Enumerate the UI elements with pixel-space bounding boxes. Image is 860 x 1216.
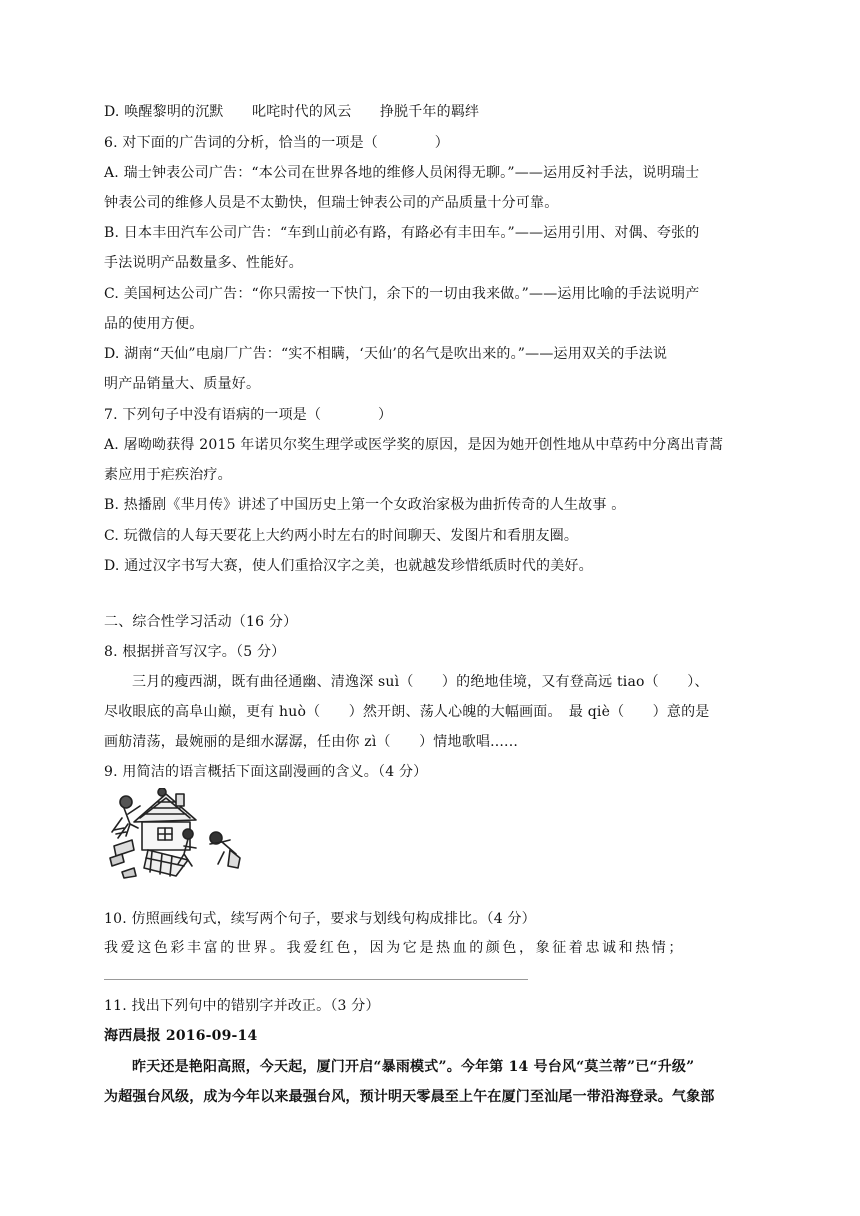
q5-option-d: D. 唤醒黎明的沉默 叱咤时代的风云 挣脱千年的羁绊 (104, 104, 480, 120)
q6-option-d-cont: 明产品销量大、质量好。 (104, 376, 261, 392)
q8-stem: 8. 根据拼音写汉字。（5 分） (104, 644, 286, 660)
q8-passage-line-2: 尽收眼底的高阜山巅，更有 huò（ ）然开朗、荡人心魄的大幅画面。 最 qiè（ ）意的是 (104, 704, 710, 720)
q7-option-d: D. 通过汉字书写大赛，使人们重拾汉字之美，也就越发珍惜纸质时代的美好。 (104, 558, 593, 574)
news-paragraph-line-1: 昨天还是艳阳高照，今天起，厦门开启“暴雨模式”。今年第 14 号台风“莫兰蒂”已“升级” (132, 1059, 695, 1075)
q6-option-a: A. 瑞士钟表公司广告：“本公司在世界各地的维修人员闲得无聊。”——运用反衬手法，说明瑞士 (104, 165, 700, 181)
q9-stem: 9. 用简洁的语言概括下面这副漫画的含义。（4 分） (104, 764, 428, 780)
q7-option-a: A. 屠呦呦获得 2015 年诺贝尔奖生理学或医学奖的原因，是因为她开创性地从中草药中分离出青蒿 (104, 437, 724, 453)
q7-option-b: B. 热播剧《芈月传》讲述了中国历史上第一个女政治家极为曲折传奇的人生故事 。 (104, 497, 626, 513)
q6-option-c-cont: 品的使用方便。 (104, 316, 204, 332)
q6-stem: 6. 对下面的广告词的分析，恰当的一项是（ ） (104, 135, 450, 151)
q10-example-line: 我爱这色彩丰富的世界。我爱红色，因为它是热血的颜色，象征着忠诚和热情； (104, 940, 685, 956)
q7-stem: 7. 下列句子中没有语病的一项是（ ） (104, 407, 393, 423)
news-paragraph-line-2: 为超强台风级，成为今年以来最强台风，预计明天零晨至上午在厦门至汕尾一带沿海登录。气象部 (104, 1089, 715, 1105)
q6-option-d: D. 湖南“天仙”电扇厂广告：“实不相瞒，‘天仙’的名气是吹出来的。”——运用双关的手法说 (104, 346, 668, 362)
q11-stem: 11. 找出下列句中的错别字并改正。（3 分） (104, 998, 380, 1014)
q6-option-a-cont: 钟表公司的维修人员是不太勤快，但瑞士钟表公司的产品质量十分可靠。 (104, 195, 559, 211)
answer-line (104, 979, 528, 980)
q6-option-c: C. 美国柯达公司广告：“你只需按一下快门，余下的一切由我来做。”——运用比喻的手法说明产 (104, 286, 700, 302)
q7-option-a-cont: 素应用于疟疾治疗。 (104, 467, 232, 483)
q6-option-b: B. 日本丰田汽车公司广告：“车到山前必有路，有路必有丰田车。”——运用引用、对偶、夸张的 (104, 225, 700, 241)
section-two-heading: 二、综合性学习活动（16 分） (104, 614, 298, 630)
newspaper-source: 海西晨报 2016-09-14 (104, 1028, 258, 1044)
q7-option-c: C. 玩微信的人每天要花上大约两小时左右的时间聊天、发图片和看朋友圈。 (104, 528, 579, 544)
q10-stem: 10. 仿照画线句式，续写两个句子，要求与划线句构成排比。（4 分） (104, 911, 536, 927)
q8-passage-line-3: 画舫清荡，最婉丽的是细水潺潺，任由你 zì（ ）情地歌唱...... (104, 734, 519, 750)
cartoon-people-building-house-icon (104, 788, 244, 880)
q6-option-b-cont: 手法说明产品数量多、性能好。 (104, 255, 303, 271)
q8-passage-line-1: 三月的瘦西湖，既有曲径通幽、清逸深 suì（ ）的绝地佳境，又有登高远 tiao（ ）、 (132, 674, 709, 690)
